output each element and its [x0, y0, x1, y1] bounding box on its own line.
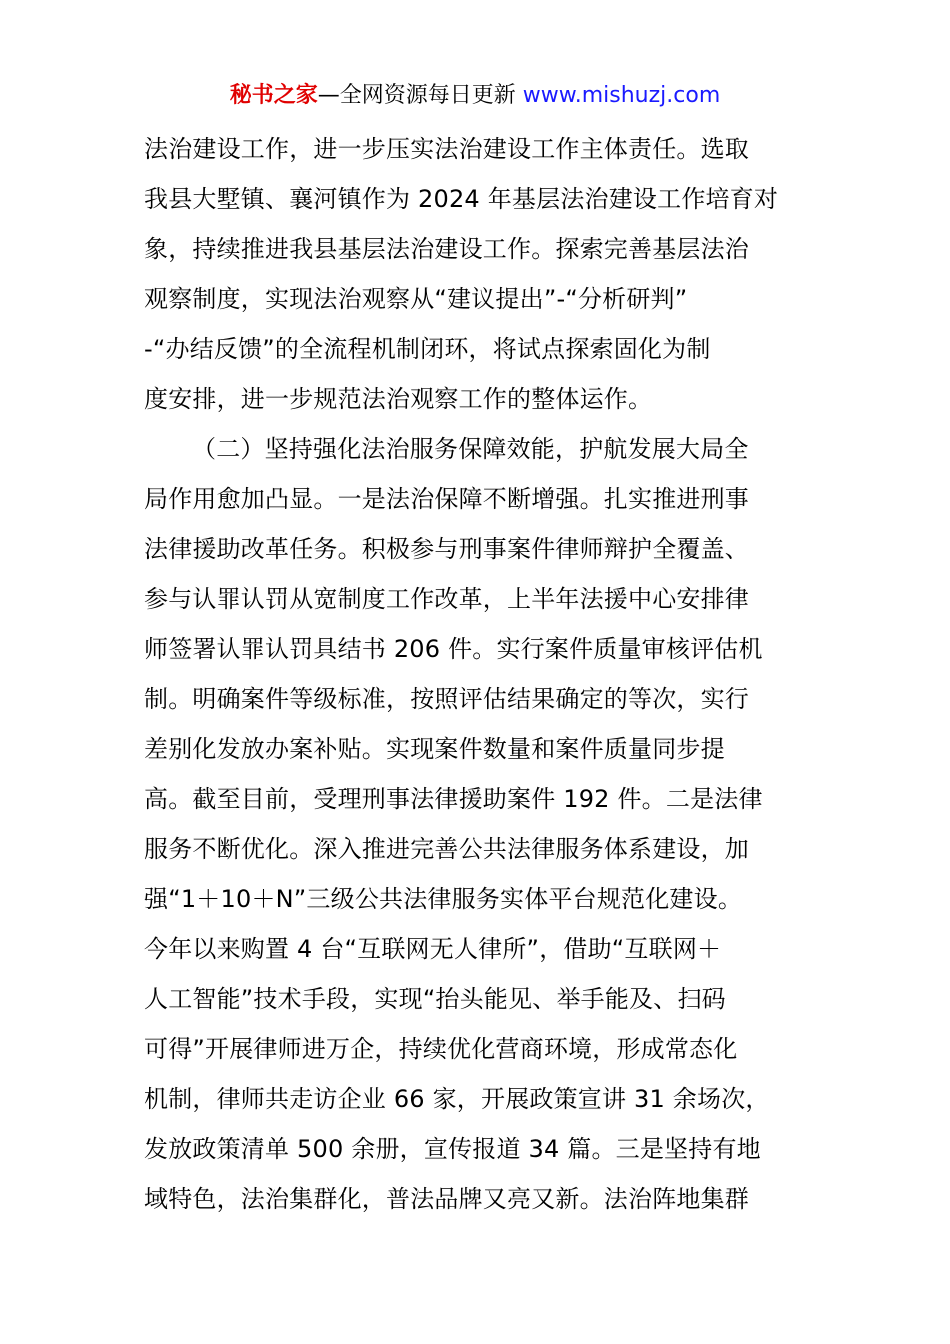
- text-line: 我县大墅镇、襄河镇作为 2024 年基层法治建设工作培育对: [144, 185, 779, 213]
- text-line: 人工智能”技术手段，实现“抬头能见、举手能及、扫码: [144, 985, 726, 1013]
- text-line: 局作用愈加凸显。一是法治保障不断增强。扎实推进刑事: [144, 485, 749, 513]
- text-line: 参与认罪认罚从宽制度工作改革，上半年法援中心安排律: [144, 585, 749, 613]
- text-line: 差别化发放办案补贴。实现案件数量和案件质量同步提: [144, 735, 725, 763]
- site-slogan: —全网资源每日更新: [317, 83, 523, 108]
- text-line: -“办结反馈”的全流程机制闭环，将试点探索固化为制: [144, 335, 711, 363]
- site-header: [0, 80, 950, 112]
- text-line: 机制，律师共走访企业 66 家，开展政策宣讲 31 余场次，: [144, 1085, 770, 1113]
- text-line: 法治建设工作，进一步压实法治建设工作主体责任。选取: [144, 135, 749, 163]
- document-body: [144, 124, 809, 1224]
- paragraph-start-line: （二）坚持强化法治服务保障效能，护航发展大局全: [192, 435, 749, 463]
- site-brand: 秘书之家: [229, 83, 318, 108]
- text-line: 高。截至目前，受理刑事法律援助案件 192 件。二是法律: [144, 785, 763, 813]
- text-line: 强“1＋10＋N”三级公共法律服务实体平台规范化建设。: [144, 885, 743, 913]
- text-line: 象，持续推进我县基层法治建设工作。探索完善基层法治: [144, 235, 749, 263]
- text-line: 服务不断优化。深入推进完善公共法律服务体系建设，加: [144, 835, 749, 863]
- text-line: 师签署认罪认罚具结书 206 件。实行案件质量审核评估机: [144, 635, 763, 663]
- text-line: 制。明确案件等级标准，按照评估结果确定的等次，实行: [144, 685, 749, 713]
- text-line: 可得”开展律师进万企，持续优化营商环境，形成常态化: [144, 1035, 738, 1063]
- text-line: 观察制度，实现法治观察从“建议提出”-“分析研判”: [144, 285, 688, 313]
- text-line: 今年以来购置 4 台“互联网无人律所”，借助“互联网＋: [144, 935, 722, 963]
- text-line: 发放政策清单 500 余册，宣传报道 34 篇。三是坚持有地: [144, 1135, 761, 1163]
- text-line: 度安排，进一步规范法治观察工作的整体运作。: [144, 385, 653, 413]
- site-url-link[interactable]: www.mishuzj.com: [522, 83, 721, 108]
- text-line: 域特色，法治集群化，普法品牌又亮又新。法治阵地集群: [144, 1185, 749, 1213]
- text-line: 法律援助改革任务。积极参与刑事案件律师辩护全覆盖、: [144, 535, 749, 563]
